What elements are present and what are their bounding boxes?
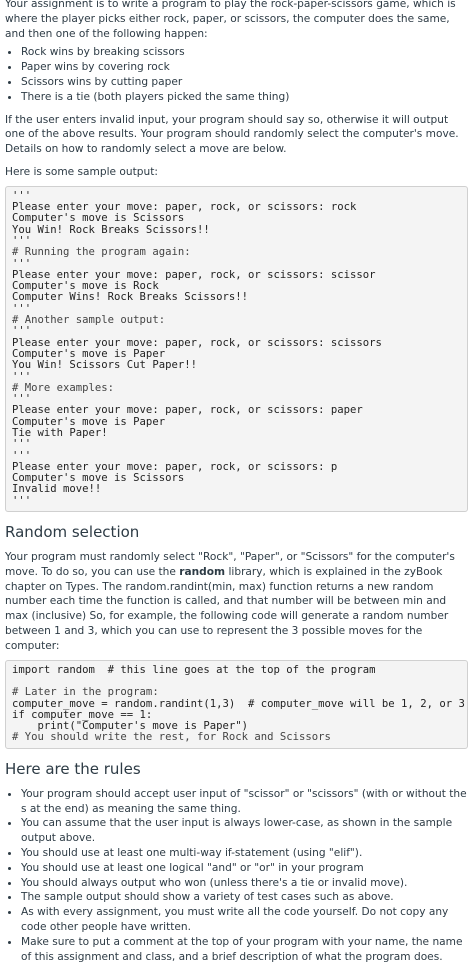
intro-paragraph: Your assignment is to write a program to play the rock-paper-scissors game, which is where the player picks either rock, paper, or scissors, the computer does the same, and then one of the following happen: xyxy=(5,0,456,40)
outcome-item: There is a tie (both players picked the same thing) xyxy=(5,90,468,105)
code-line: ''' xyxy=(12,302,32,315)
code-line: Computer Wins! Rock Breaks Scissors!! xyxy=(12,291,248,304)
rule-item: You should always output who won (unless there's a tie or invalid move). xyxy=(5,876,468,891)
rules-heading: Here are the rules xyxy=(5,759,141,778)
code-line: Computer's move is Rock xyxy=(12,280,159,293)
code-line: Tie with Paper! xyxy=(12,427,108,439)
code-line: Please enter your move: paper, rock, or scissors: scissor xyxy=(12,268,376,281)
code-line: ''' xyxy=(12,257,32,270)
random-selection-heading: Random selection xyxy=(5,523,140,542)
rule-item: Make sure to put a comment at the top of your program with your name, the name of this assignment and class, and a brief description of what the program does. xyxy=(5,935,468,964)
code-line: ''' xyxy=(12,370,32,383)
outcome-item: Scissors wins by cutting paper xyxy=(5,75,468,90)
outcome-item: Paper wins by covering rock xyxy=(5,60,468,75)
code-line: ''' xyxy=(12,189,32,202)
code-line: Please enter your move: paper, rock, or scissors: paper xyxy=(12,404,363,417)
outcome-item: Rock wins by breaking scissors xyxy=(5,45,468,60)
code-comment: # You should write the rest, for Rock and Scissors xyxy=(12,731,331,744)
code-comment: # Another sample output: xyxy=(12,314,166,327)
rule-item: Your program should accept user input of "scissor" or "scissors" (with or without the s at the end) as meaning the same thing. xyxy=(5,787,468,817)
rule-item: You can assume that the user input is always lower-case, as shown in the sample output above. xyxy=(5,816,468,846)
random-library-name: random xyxy=(179,565,226,578)
random-example-code-block xyxy=(5,660,468,749)
code-line: ''' xyxy=(12,325,32,338)
code-comment: # More examples: xyxy=(12,381,115,394)
code-line: ''' xyxy=(12,393,32,406)
code-line: ''' xyxy=(12,234,32,247)
code-line: if computer_move == 1: xyxy=(12,708,153,721)
code-comment: # Later in the program: xyxy=(12,686,159,699)
code-line: Please enter your move: paper, rock, or scissors: scissors xyxy=(12,336,382,349)
rules-list xyxy=(5,787,468,964)
code-line: ''' xyxy=(12,449,32,462)
random-para-text: Your program must randomly select "Rock", "Paper", or "Scissors" for the computer's move. To do so, you can use the xyxy=(5,551,455,578)
code-comment: # Running the program again: xyxy=(12,246,191,259)
code-line: Computer's move is Scissors xyxy=(12,212,185,225)
code-line: import random # this line goes at the top of the program xyxy=(12,663,376,676)
rule-item: The sample output should show a variety of test cases such as above. xyxy=(5,890,468,905)
outcome-list xyxy=(5,45,468,104)
rule-item: As with every assignment, you must write all the code yourself. Do not copy any code other people have written. xyxy=(5,905,468,935)
rule-item: You should use at least one multi-way if-statement (using "elif"). xyxy=(5,846,468,861)
code-line: print("Computer's move is Paper") xyxy=(12,720,248,733)
code-line: ''' xyxy=(12,494,32,507)
code-line: ''' xyxy=(12,438,32,451)
rule-item: You should use at least one logical "and" or "or" in your program xyxy=(5,861,468,876)
invalid-input-paragraph: If the user enters invalid input, your program should say so, otherwise it will output one of the above results. Your program should randomly select the computer's move. Details on how to randomly select a move are below. xyxy=(5,113,459,156)
code-line: You Win! Rock Breaks Scissors!! xyxy=(12,223,210,236)
code-line: You Win! Scissors Cut Paper!! xyxy=(12,359,197,372)
code-line: Invalid move!! xyxy=(12,483,102,496)
random-selection-paragraph xyxy=(5,550,468,654)
code-line: Please enter your move: paper, rock, or scissors: p xyxy=(12,460,338,473)
code-line: computer_move = random.randint(1,3) # computer_move will be 1, 2, or 3 xyxy=(12,697,465,710)
sample-output-intro: Here is some sample output: xyxy=(5,165,158,178)
random-para-text: library, which is explained in the zyBook chapter on Types. The random.randint(min, max) function returns a new random number each time the function is called, and that number will be between min and max (inclusive) So, for example, the following code will generate a random number between 1 and 3, which you can use to represent the 3 possible moves for the computer: xyxy=(5,565,449,652)
sample-output-code-block xyxy=(5,186,468,512)
code-line: Computer's move is Paper xyxy=(12,415,166,428)
code-line: Computer's move is Paper xyxy=(12,347,166,360)
code-line: Computer's move is Scissors xyxy=(12,472,185,485)
code-line: Please enter your move: paper, rock, or scissors: rock xyxy=(12,201,357,214)
